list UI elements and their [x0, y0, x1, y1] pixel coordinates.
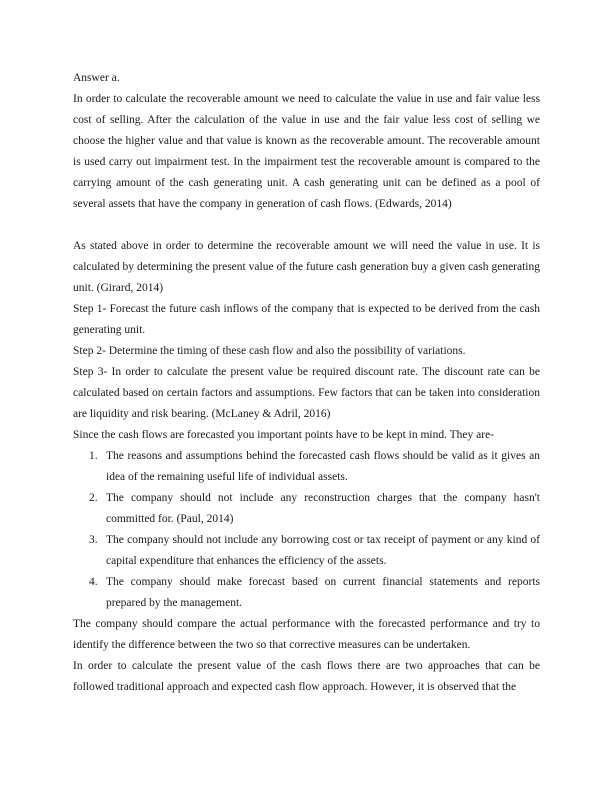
list-item — [73, 530, 540, 572]
list-item — [73, 446, 540, 488]
list-item-text: The company should not include any reconstruction charges that the company hasn't committed for. (Paul, 2014) — [106, 492, 540, 525]
paragraph-present-value-approaches: In order to calculate the present value of the cash flows there are two approaches that can be followed traditional approach and expected cash flow approach. However, it is observed that the — [73, 660, 540, 693]
list-item-text: The company should not include any borrowing cost or tax receipt of payment or any kind of capital expenditure that enhances the efficiency of the assets. — [106, 534, 540, 567]
list-number: 3. — [89, 534, 98, 546]
paragraph-gap — [73, 215, 540, 236]
list-number: 4. — [89, 576, 98, 588]
step-2: Step 2- Determine the timing of these cash flow and also the possibility of variations. — [73, 345, 466, 357]
list-item-text: The company should make forecast based on current financial statements and reports prepared by the management. — [106, 576, 540, 609]
list-number: 2. — [89, 492, 98, 504]
paragraph-value-in-use: As stated above in order to determine the recoverable amount we will need the value in use. It is calculated by determining the present value of the future cash generation buy a given cash generating unit. (Girard, 2014) — [73, 240, 540, 294]
step-1: Step 1- Forecast the future cash inflows of the company that is expected to be derived from the cash generating unit. — [73, 303, 540, 336]
paragraph-recoverable-amount: In order to calculate the recoverable amount we need to calculate the value in use and fair value less cost of selling. After the calculation of the value in use and the fair value less cost of selling we choose the higher value and that value is known as the recoverable amount. The recoverable amount is used carry out impairment test. In the impairment test the recoverable amount is compared to the carrying amount of the cash generating unit. A cash generating unit can be defined as a pool of several assets that have the company in generation of cash flows. (Edwards, 2014) — [73, 93, 540, 210]
considerations-list — [73, 446, 540, 614]
step-3: Step 3- In order to calculate the present value be required discount rate. The discount rate can be calculated based on certain factors and assumptions. Few factors that can be taken into consideration are liquidity and risk bearing. (McLaney & Adril, 2016) — [73, 366, 540, 420]
list-item — [73, 488, 540, 530]
paragraph-compare-performance: The company should compare the actual performance with the forecasted performance and try to identify the difference between the two so that corrective measures can be undertaken. — [73, 618, 540, 651]
answer-heading: Answer a. — [73, 72, 120, 84]
list-intro: Since the cash flows are forecasted you important points have to be kept in mind. They are- — [73, 429, 495, 441]
list-item-text: The reasons and assumptions behind the forecasted cash flows should be valid as it gives an idea of the remaining useful life of individual assets. — [106, 450, 540, 483]
list-item — [73, 572, 540, 614]
list-number: 1. — [89, 450, 98, 462]
document-page — [73, 68, 540, 698]
